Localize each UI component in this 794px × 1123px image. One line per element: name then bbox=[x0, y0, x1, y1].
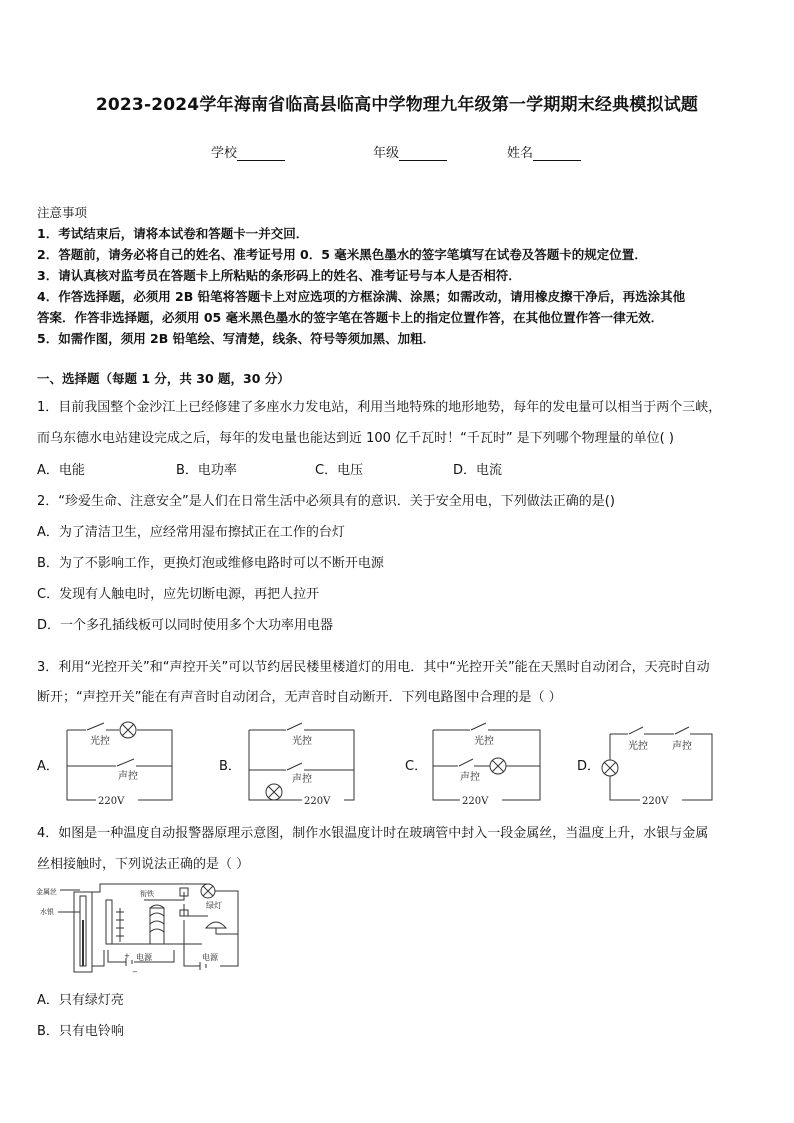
q1-option-a[interactable]: A．电能 bbox=[37, 463, 85, 478]
q4-option-b[interactable]: B．只有电铃响 bbox=[37, 1024, 124, 1039]
light-switch-label: 光控 bbox=[90, 736, 110, 747]
sound-switch-label: 声控 bbox=[118, 771, 138, 782]
grade-field[interactable] bbox=[373, 142, 447, 161]
notice-heading: 注意事项 bbox=[37, 205, 88, 220]
q3-circuit-d bbox=[600, 720, 716, 804]
green-light-label: 绿灯 bbox=[206, 901, 222, 910]
q1-stem-line2: 而乌东德水电站建设完成之后，每年的发电量也能达到近 100 亿千瓦时！“千瓦时” 是下列哪个物理量的单位( ) bbox=[37, 431, 674, 446]
power-plus-label: + bbox=[124, 952, 130, 960]
q3-option-b-label[interactable]: B． bbox=[219, 759, 241, 774]
q4-option-a[interactable]: A．只有绿灯亮 bbox=[37, 993, 124, 1008]
school-label: 学校 bbox=[211, 146, 238, 161]
q1-option-b[interactable]: B．电功率 bbox=[176, 463, 237, 478]
q3-option-d-label[interactable]: D． bbox=[577, 759, 601, 774]
armature-label: 衔铁 bbox=[140, 890, 154, 898]
voltage-label: 220V bbox=[304, 796, 331, 804]
metal-wire-label: 金属丝 bbox=[36, 888, 57, 896]
sound-switch-label: 声控 bbox=[672, 741, 692, 752]
voltage-label: 220V bbox=[462, 796, 489, 804]
name-field[interactable] bbox=[507, 142, 581, 161]
notice-item: 3．请认真核对监考员在答题卡上所粘贴的条形码上的姓名、准考证号与本人是否相符． bbox=[37, 268, 521, 283]
school-blank[interactable] bbox=[237, 146, 285, 161]
q4-stem-line2: 丝相接触时，下列说法正确的是（ ） bbox=[37, 857, 250, 872]
mercury-label: 水银 bbox=[40, 908, 54, 916]
q1-option-c[interactable]: C．电压 bbox=[315, 463, 364, 478]
voltage-label: 220V bbox=[98, 796, 125, 804]
sound-switch-label: 声控 bbox=[292, 774, 312, 785]
q3-circuit-b bbox=[244, 720, 360, 804]
voltage-label: 220V bbox=[642, 796, 669, 804]
q3-circuit-a bbox=[62, 720, 178, 804]
q3-stem-line2: 断开；“声控开关”能在有声音时自动闭合，无声音时自动断开．下列电路图中合理的是（ ） bbox=[37, 690, 562, 705]
notice-item: 5．如需作图，须用 2B 铅笔绘、写清楚，线条、符号等须加黑、加粗． bbox=[37, 331, 436, 346]
section-heading: 一、选择题（每题 1 分，共 30 题，30 分） bbox=[37, 371, 290, 386]
school-field[interactable] bbox=[211, 142, 285, 161]
grade-label: 年级 bbox=[373, 146, 400, 161]
sound-switch-label: 声控 bbox=[460, 772, 480, 783]
exam-title: 2023-2024学年海南省临高县临高中学物理九年级第一学期期末经典模拟试题 bbox=[95, 95, 699, 115]
power-minus-label: − bbox=[132, 968, 138, 976]
grade-blank[interactable] bbox=[399, 146, 447, 161]
q2-option-a[interactable]: A．为了清洁卫生，应经常用湿布擦拭正在工作的台灯 bbox=[37, 525, 345, 540]
q3-option-c-label[interactable]: C． bbox=[405, 759, 428, 774]
light-switch-label: 光控 bbox=[292, 736, 312, 747]
q4-stem-line1: 4．如图是一种温度自动报警器原理示意图，制作水银温度计时在玻璃管中封入一段金属丝，当温度上升，水银与金属 bbox=[37, 826, 709, 841]
notice-item: 4．作答选择题，必须用 2B 铅笔将答题卡上对应选项的方框涂满、涂黑；如需改动，请用橡皮擦干净后，再选涂其他 bbox=[37, 289, 686, 304]
q3-option-a-label[interactable]: A． bbox=[37, 759, 59, 774]
q3-circuit-c bbox=[430, 720, 546, 804]
q2-option-c[interactable]: C．发现有人触电时，应先切断电源，再把人拉开 bbox=[37, 587, 320, 602]
name-blank[interactable] bbox=[533, 146, 581, 161]
q2-option-b[interactable]: B．为了不影响工作，更换灯泡或维修电路时可以不断开电源 bbox=[37, 556, 384, 571]
q2-option-d[interactable]: D．一个多孔插线板可以同时使用多个大功率用电器 bbox=[37, 618, 334, 633]
q1-stem-line1: 1．目前我国整个金沙江上已经修建了多座水力发电站，利用当地特殊的地形地势，每年的发电量可以相当于两个三峡， bbox=[37, 400, 722, 415]
q3-stem-line1: 3．利用“光控开关”和“声控开关”可以节约居民楼里楼道灯的用电．其中“光控开关”能在天黑时自动闭合，天亮时自动 bbox=[37, 660, 710, 675]
q1-option-d[interactable]: D．电流 bbox=[453, 463, 503, 478]
notice-item: 1．考试结束后，请将本试卷和答题卡一并交回． bbox=[37, 226, 309, 241]
notice-item: 2．答题前，请务必将自己的姓名、准考证号用 0．5 毫米黑色墨水的签字笔填写在试卷及答题卡的规定位置． bbox=[37, 247, 647, 262]
power-label-2: 电源 bbox=[202, 953, 218, 962]
power-label-1: 电源 bbox=[136, 953, 152, 962]
light-switch-label: 光控 bbox=[628, 741, 648, 752]
light-switch-label: 光控 bbox=[474, 736, 494, 747]
notice-item: 答案．作答非选择题，必须用 05 毫米黑色墨水的签字笔在答题卡上的指定位置作答，在其他位置作答一律无效． bbox=[37, 310, 664, 325]
name-label: 姓名 bbox=[507, 146, 534, 161]
q4-alarm-diagram bbox=[34, 880, 246, 976]
q2-stem: 2．“珍爱生命、注意安全”是人们在日常生活中必须具有的意识．关于安全用电，下列做法正确的是() bbox=[37, 494, 615, 509]
